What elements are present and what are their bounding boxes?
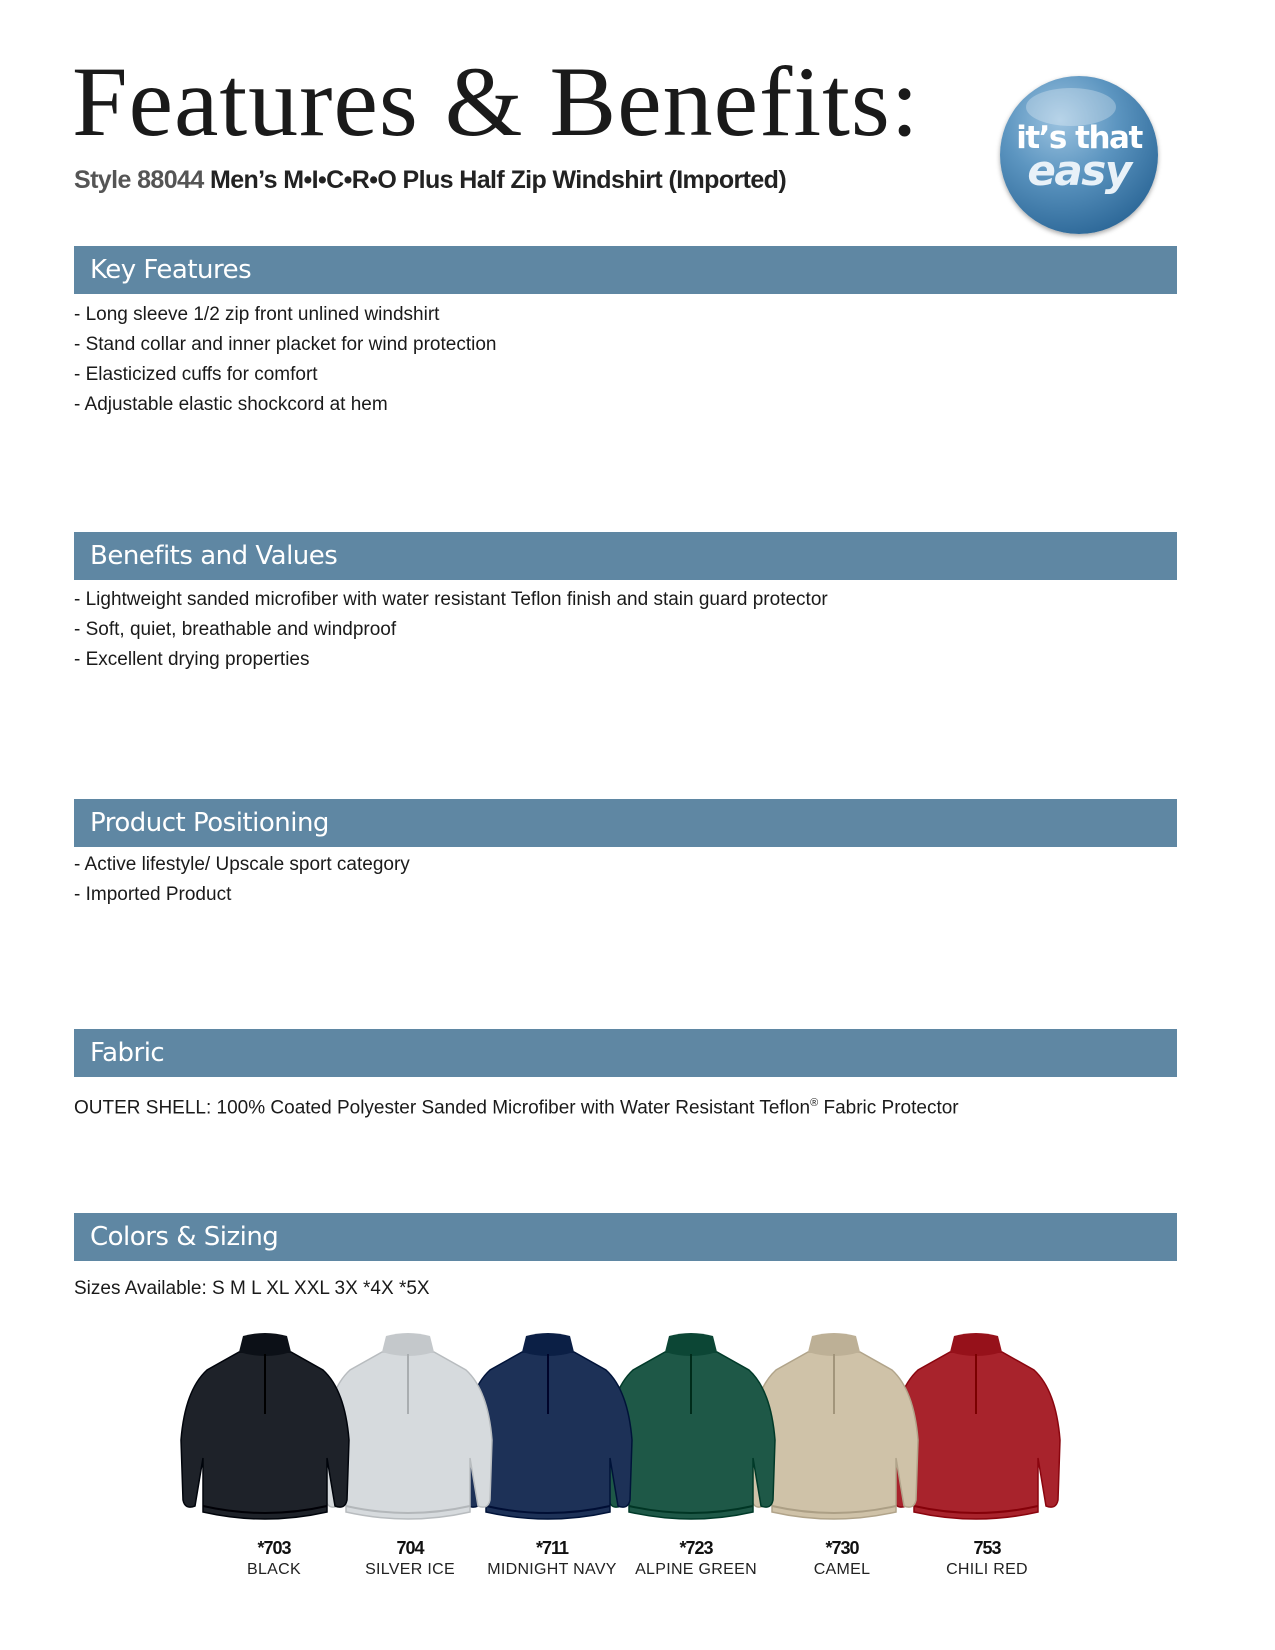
color-name: ALPINE GREEN	[635, 1561, 757, 1578]
list-item: - Long sleeve 1/2 zip front unlined windshirt	[74, 304, 440, 325]
sizes-available: Sizes Available: S M L XL XXL 3X *4X *5X	[74, 1278, 430, 1299]
fabric-label: OUTER SHELL:	[74, 1097, 212, 1119]
jacket-collar	[382, 1333, 434, 1356]
list-item: - Soft, quiet, breathable and windproof	[74, 619, 397, 640]
badge-line-2: easy	[1027, 146, 1131, 195]
list-item: - Imported Product	[74, 884, 232, 905]
list-item: - Lightweight sanded microfiber with water resistant Teflon finish and stain guard protector	[74, 589, 828, 610]
jacket-collar	[522, 1333, 574, 1356]
fabric-text-end: Fabric Protector	[818, 1097, 959, 1119]
jacket-collar	[808, 1333, 860, 1356]
color-code: *730	[825, 1538, 859, 1558]
jacket-silver-ice	[324, 1333, 492, 1519]
jacket-lineup	[180, 1330, 1100, 1550]
colors-sizing-heading: Colors & Sizing	[74, 1213, 1177, 1261]
positioning-list	[74, 850, 410, 910]
registered-mark: ®	[810, 1097, 819, 1109]
color-swatch-alpine-green	[621, 1538, 771, 1579]
jacket-collar	[950, 1333, 1002, 1356]
list-item: - Stand collar and inner placket for wind protection	[74, 334, 497, 355]
jacket-alpine-green	[607, 1333, 775, 1519]
color-code: *723	[679, 1538, 713, 1558]
color-swatch-chili-red	[912, 1538, 1062, 1579]
positioning-heading: Product Positioning	[74, 799, 1177, 847]
its-that-easy-badge	[1000, 76, 1158, 234]
list-item: - Adjustable elastic shockcord at hem	[74, 394, 388, 415]
product-subtitle	[74, 166, 786, 195]
style-number: Style 88044	[74, 166, 204, 194]
key-features-heading: Key Features	[74, 246, 1177, 294]
color-swatch-midnight-navy	[477, 1538, 627, 1579]
color-name: BLACK	[247, 1561, 301, 1578]
benefits-heading: Benefits and Values	[74, 532, 1177, 580]
product-name: Men’s M•I•C•R•O Plus Half Zip Windshirt (Imported)	[209, 166, 787, 194]
color-swatch-silver-ice	[335, 1538, 485, 1579]
list-item: - Excellent drying properties	[74, 649, 310, 670]
color-code: *711	[535, 1538, 569, 1558]
color-swatch-camel	[767, 1538, 917, 1579]
benefits-list	[74, 585, 828, 675]
jacket-collar	[239, 1333, 291, 1356]
jacket-camel	[750, 1333, 918, 1519]
page-title: Features & Benefits:	[72, 46, 920, 157]
fabric-text: 100% Coated Polyester Sanded Microfiber with Water Resistant Teflon	[216, 1097, 811, 1119]
color-name: CHILI RED	[946, 1561, 1028, 1578]
key-features-list	[74, 300, 496, 420]
color-name: MIDNIGHT NAVY	[487, 1561, 617, 1578]
badge-line-1: it’s that	[1016, 120, 1142, 156]
color-name: CAMEL	[813, 1561, 871, 1578]
list-item: - Elasticized cuffs for comfort	[74, 364, 318, 385]
color-name: SILVER ICE	[365, 1561, 455, 1578]
jacket-collar	[665, 1333, 717, 1356]
jacket-black	[181, 1333, 349, 1519]
color-swatch-black	[199, 1538, 349, 1579]
color-code: *703	[257, 1538, 291, 1558]
fabric-heading: Fabric	[74, 1029, 1177, 1077]
fabric-description	[74, 1097, 959, 1119]
color-code: 753	[973, 1538, 1001, 1558]
color-code: 704	[396, 1538, 424, 1558]
list-item: - Active lifestyle/ Upscale sport category	[74, 854, 410, 875]
